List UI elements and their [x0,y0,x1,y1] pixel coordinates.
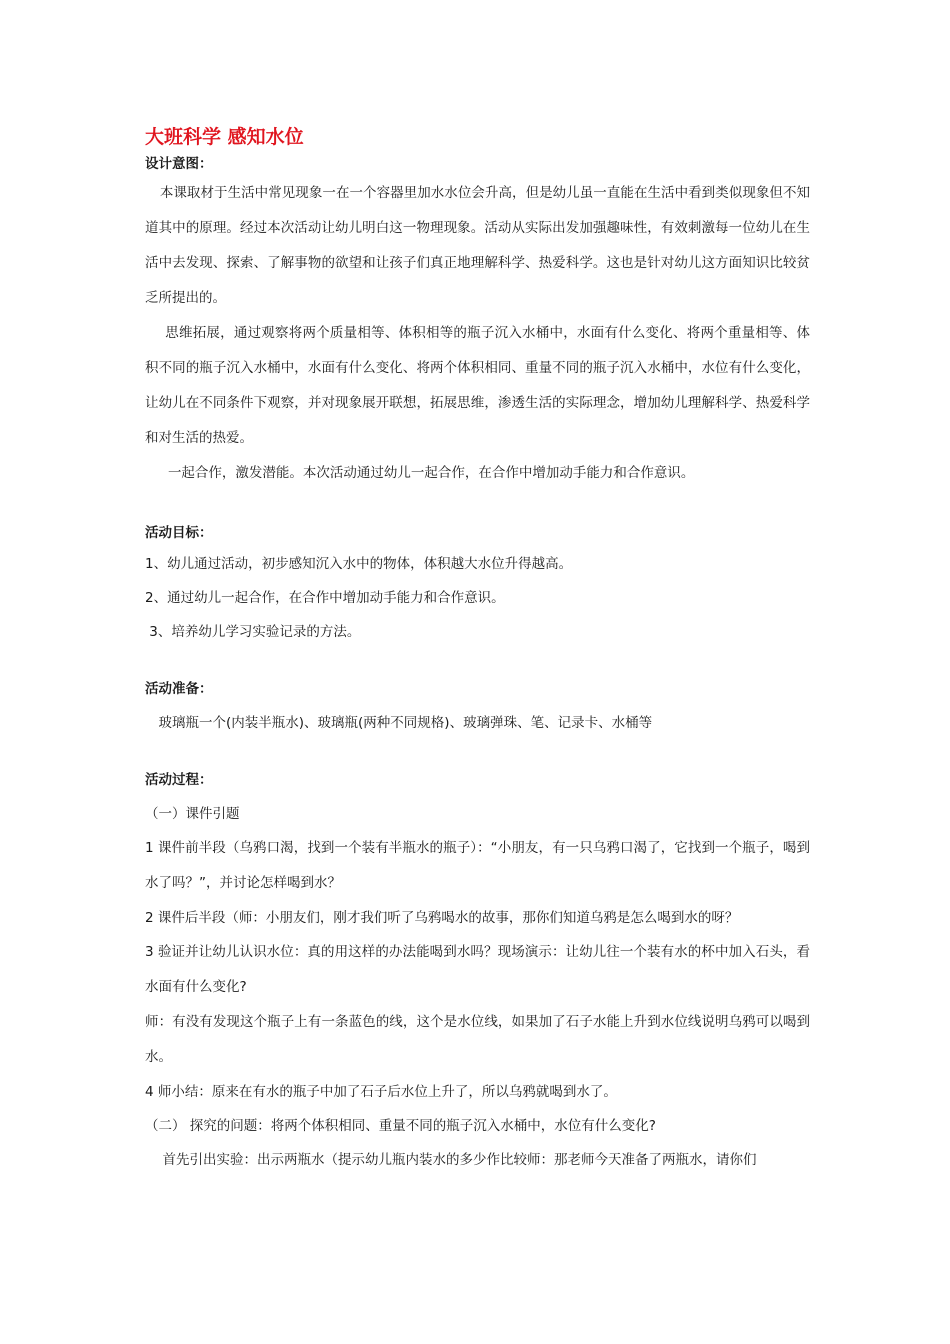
design-intent-paragraph-2: 思维拓展，通过观察将两个质量相等、体积相等的瓶子沉入水桶中，水面有什么变化、将两个重量相等、体积不同的瓶子沉入水桶中，水面有什么变化、将两个体积相同、重量不同的瓶子沉入水桶中，水位有什么变化，让幼儿在不同条件下观察，并对现象展开联想，拓展思维，渗透生活的实际理念，增加幼儿理解科学、热爱科学和对生活的热爱。 [145,325,810,446]
process-step-2: 2 课件后半段（师：小朋友们，刚才我们听了乌鸦喝水的故事，那你们知道乌鸦是怎么喝到水的呀？ [145,910,739,926]
goals-heading: 活动目标： [145,525,213,541]
prep-text: 玻璃瓶一个(内装半瓶水)、玻璃瓶(两种不同规格)、玻璃弹珠、笔、记录卡、水桶等 [158,715,653,731]
spacer [145,649,810,678]
process-step-1: 1 课件前半段（乌鸦口渴，找到一个装有半瓶水的瓶子）：“小朋友，有一只乌鸦口渴了，它找到一个瓶子，喝到水了吗？”，并讨论怎样喝到水？ [145,840,810,891]
spacer [145,490,810,522]
process-heading: 活动过程： [145,772,213,788]
document-content [145,124,810,1177]
design-intent-paragraph-3: 一起合作，激发潜能。本次活动通过幼儿一起合作，在合作中增加动手能力和合作意识。 [167,465,695,481]
spacer [145,740,810,769]
design-intent-heading: 设计意图： [145,156,213,172]
prep-heading: 活动准备： [145,681,213,697]
goal-item-1: 1、幼儿通过活动，初步感知沉入水中的物体，体积越大水位升得越高。 [145,556,573,572]
process-step-4: 4 师小结：原来在有水的瓶子中加了石子后水位上升了，所以乌鸦就喝到水了。 [145,1084,617,1100]
process-step-3: 3 验证并让幼儿认识水位：真的用这样的办法能喝到水吗？现场演示：让幼儿往一个装有水的杯中加入石头，看水面有什么变化? [145,944,810,995]
process-section-1: （一）课件引题 [145,806,240,822]
document-title: 大班科学 感知水位 [145,126,304,148]
process-teacher-remark: 师：有没有发现这个瓶子上有一条蓝色的线，这个是水位线，如果加了石子水能上升到水位线说明乌鸦可以喝到水。 [145,1014,810,1065]
goal-item-2: 2、通过幼儿一起合作，在合作中增加动手能力和合作意识。 [145,590,505,606]
goal-item-3: 3、培养幼儿学习实验记录的方法。 [145,624,361,640]
process-experiment-intro: 首先引出实验：出示两瓶水（提示幼儿瓶内装水的多少作比较师：那老师今天准备了两瓶水，请你们 [162,1152,757,1168]
process-section-2: （二） 探究的问题：将两个体积相同、重量不同的瓶子沉入水桶中，水位有什么变化? [145,1118,656,1134]
design-intent-paragraph-1: 本课取材于生活中常见现象一在一个容器里加水水位会升高，但是幼儿虽一直能在生活中看到类似现象但不知道其中的原理。经过本次活动让幼儿明白这一物理现象。活动从实际出发加强趣味性，有效刺激每一位幼儿在生活中去发现、探索、了解事物的欲望和让孩子们真正地理解科学、热爱科学。这也是针对幼儿这方面知识比较贫乏所提出的。 [145,185,810,306]
